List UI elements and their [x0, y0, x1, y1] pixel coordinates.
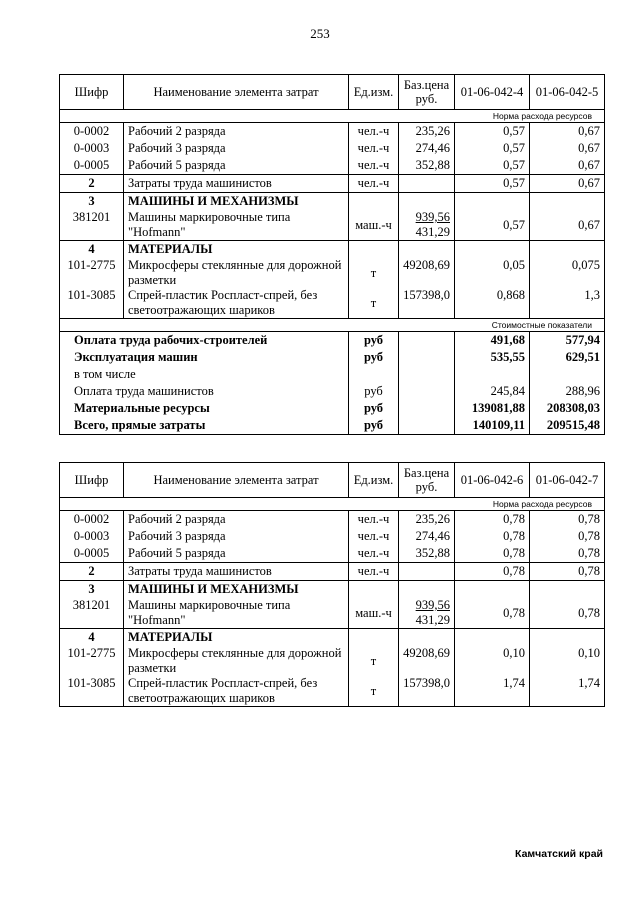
row-value-1: 0,78: [455, 528, 530, 545]
row-unit: маш.-ч: [349, 598, 399, 629]
row-name: Спрей-пластик Роспласт-спрей, без светоотражающих шариков: [124, 288, 349, 319]
header-col1: 01-06-042-4: [455, 75, 530, 110]
row-name: Машины маркировочные типа "Hofmann": [124, 598, 349, 629]
row-name: Микросферы стеклянные для дорожной разметки: [124, 646, 349, 676]
table-row: [60, 598, 605, 629]
header-col2: 01-06-042-5: [530, 75, 605, 110]
header-col1: 01-06-042-6: [455, 463, 530, 498]
summary-value-1: 535,55: [455, 349, 530, 366]
section-code: 3: [60, 581, 124, 599]
summary-name: в том числе: [60, 366, 349, 383]
row-unit: чел.-ч: [349, 157, 399, 175]
table-row: [60, 511, 605, 529]
row-name: Рабочий 2 разряда: [124, 123, 349, 141]
row-code: 381201: [60, 210, 124, 241]
row-code: 0-0003: [60, 528, 124, 545]
summary-unit: руб: [349, 349, 399, 366]
row-price-top: 939,56: [415, 598, 450, 612]
row-unit: чел.-ч: [349, 563, 399, 581]
header-unit: Ед.изм.: [349, 75, 399, 110]
row-value-1: 1,74: [455, 676, 530, 707]
row-value-2: 0,67: [530, 123, 605, 141]
row-value-1: 0,57: [455, 140, 530, 157]
row-unit: т: [349, 288, 399, 319]
row-value-2: 0,67: [530, 175, 605, 193]
summary-value-1: [455, 366, 530, 383]
row-value-2: 0,67: [530, 210, 605, 241]
summary-value-1: 245,84: [455, 383, 530, 400]
row-name: Рабочий 3 разряда: [124, 528, 349, 545]
summary-value-2: [530, 366, 605, 383]
table-header-row: [60, 75, 605, 110]
row-name: Затраты труда машинистов: [124, 563, 349, 581]
table-row: [60, 288, 605, 319]
row-unit: т: [349, 646, 399, 676]
section-title: МАШИНЫ И МЕХАНИЗМЫ: [124, 581, 349, 599]
header-name: Наименование элемента затрат: [124, 75, 349, 110]
summary-row: [60, 383, 605, 400]
header-unit: Ед.изм.: [349, 463, 399, 498]
table-row: [60, 258, 605, 288]
row-code: 101-2775: [60, 646, 124, 676]
row-value-1: 0,57: [455, 157, 530, 175]
row-value-1: 0,78: [455, 545, 530, 563]
summary-unit: [349, 366, 399, 383]
summary-value-1: 140109,11: [455, 417, 530, 435]
header-col2: 01-06-042-7: [530, 463, 605, 498]
summary-value-2: 288,96: [530, 383, 605, 400]
section-row: [60, 193, 605, 211]
row-code: 0-0003: [60, 140, 124, 157]
row-code: 0-0005: [60, 157, 124, 175]
row-code: 381201: [60, 598, 124, 629]
summary-row: [60, 417, 605, 435]
row-unit: чел.-ч: [349, 175, 399, 193]
row-price: [399, 175, 455, 193]
section-row: [60, 241, 605, 259]
row-value-2: 1,74: [530, 676, 605, 707]
row-price: 157398,0: [399, 288, 455, 319]
norm-subheader-row: [60, 498, 605, 511]
table-row: [60, 140, 605, 157]
row-price-bottom: 431,29: [415, 613, 450, 627]
row-value-2: 0,67: [530, 140, 605, 157]
row-value-2: 0,075: [530, 258, 605, 288]
row-price: 49208,69: [399, 258, 455, 288]
summary-row: [60, 332, 605, 350]
row-name: Спрей-пластик Роспласт-спрей, без светоотражающих шариков: [124, 676, 349, 707]
row-name: Рабочий 5 разряда: [124, 545, 349, 563]
row-code: 101-3085: [60, 676, 124, 707]
row-price-bottom: 431,29: [415, 225, 450, 239]
row-value-1: 0,78: [455, 511, 530, 529]
row-price: 274,46: [399, 140, 455, 157]
section-row: [60, 581, 605, 599]
row-unit: чел.-ч: [349, 511, 399, 529]
page-number: 253: [310, 26, 330, 41]
cost-subheader-row: [60, 319, 605, 332]
summary-name: Оплата труда рабочих-строителей: [60, 332, 349, 350]
row-code: 0-0005: [60, 545, 124, 563]
section-title: МАШИНЫ И МЕХАНИЗМЫ: [124, 193, 349, 211]
row-price: 157398,0: [399, 676, 455, 707]
section-title: МАТЕРИАЛЫ: [124, 629, 349, 647]
row-value-2: 0,78: [530, 598, 605, 629]
row-price-top: 939,56: [415, 210, 450, 224]
row-price-pair: [399, 210, 455, 241]
summary-value-2: 208308,03: [530, 400, 605, 417]
row-name: Рабочий 3 разряда: [124, 140, 349, 157]
summary-unit: руб: [349, 383, 399, 400]
row-unit: чел.-ч: [349, 140, 399, 157]
section-code: 4: [60, 629, 124, 647]
row-value-2: 0,78: [530, 511, 605, 529]
row-unit: чел.-ч: [349, 123, 399, 141]
header-code: Шифр: [60, 75, 124, 110]
summary-value-2: 577,94: [530, 332, 605, 350]
section-title: МАТЕРИАЛЫ: [124, 241, 349, 259]
row-value-2: 0,78: [530, 563, 605, 581]
table-row: [60, 676, 605, 707]
row-code: 0-0002: [60, 123, 124, 141]
row-value-1: 0,78: [455, 563, 530, 581]
table-row: [60, 528, 605, 545]
table-header-row: [60, 463, 605, 498]
row-value-1: 0,78: [455, 598, 530, 629]
summary-row: [60, 349, 605, 366]
row-value-1: 0,57: [455, 210, 530, 241]
norm-subheader-row: [60, 110, 605, 123]
row-price: [399, 563, 455, 581]
section-code: 3: [60, 193, 124, 211]
section-row: [60, 629, 605, 647]
row-value-2: 0,67: [530, 157, 605, 175]
row-code: 2: [60, 175, 124, 193]
row-value-2: 0,78: [530, 545, 605, 563]
row-value-2: 1,3: [530, 288, 605, 319]
summary-value-2: 209515,48: [530, 417, 605, 435]
row-unit: чел.-ч: [349, 528, 399, 545]
row-value-1: 0,57: [455, 175, 530, 193]
row-value-1: 0,05: [455, 258, 530, 288]
header-code: Шифр: [60, 463, 124, 498]
row-value-2: 0,10: [530, 646, 605, 676]
row-name: Рабочий 5 разряда: [124, 157, 349, 175]
cost-subheader: Стоимостные показатели: [60, 319, 605, 332]
table-row: [60, 123, 605, 141]
row-unit: т: [349, 676, 399, 707]
summary-value-2: 629,51: [530, 349, 605, 366]
header-name: Наименование элемента затрат: [124, 463, 349, 498]
summary-row: [60, 400, 605, 417]
summary-unit: руб: [349, 417, 399, 435]
table-row: [60, 210, 605, 241]
row-unit: маш.-ч: [349, 210, 399, 241]
summary-name: Оплата труда машинистов: [60, 383, 349, 400]
row-code: 101-2775: [60, 258, 124, 288]
summary-unit: руб: [349, 332, 399, 350]
table-row: [60, 175, 605, 193]
table-row: [60, 545, 605, 563]
table-row: [60, 157, 605, 175]
footer-region: Камчатский край: [515, 848, 603, 860]
resource-table-2: [59, 462, 605, 707]
row-name: Микросферы стеклянные для дорожной разметки: [124, 258, 349, 288]
row-price-pair: [399, 598, 455, 629]
summary-unit: руб: [349, 400, 399, 417]
row-name: Затраты труда машинистов: [124, 175, 349, 193]
row-unit: т: [349, 258, 399, 288]
table-row: [60, 646, 605, 676]
row-value-1: 0,57: [455, 123, 530, 141]
row-price: 235,26: [399, 123, 455, 141]
norm-subheader: Норма расхода ресурсов: [60, 498, 605, 511]
section-code: 4: [60, 241, 124, 259]
summary-value-1: 139081,88: [455, 400, 530, 417]
row-value-2: 0,78: [530, 528, 605, 545]
table-row: [60, 563, 605, 581]
row-price: 352,88: [399, 545, 455, 563]
header-base-price: Баз.цена руб.: [399, 75, 455, 110]
row-price: 352,88: [399, 157, 455, 175]
summary-name: Всего, прямые затраты: [60, 417, 349, 435]
header-base-price: Баз.цена руб.: [399, 463, 455, 498]
row-name: Машины маркировочные типа "Hofmann": [124, 210, 349, 241]
summary-name: Материальные ресурсы: [60, 400, 349, 417]
resource-table-1: [59, 74, 605, 435]
summary-value-1: 491,68: [455, 332, 530, 350]
row-code: 2: [60, 563, 124, 581]
row-price: 274,46: [399, 528, 455, 545]
row-code: 101-3085: [60, 288, 124, 319]
row-price: 235,26: [399, 511, 455, 529]
row-value-1: 0,10: [455, 646, 530, 676]
row-price: 49208,69: [399, 646, 455, 676]
row-value-1: 0,868: [455, 288, 530, 319]
row-code: 0-0002: [60, 511, 124, 529]
summary-name: Эксплуатация машин: [60, 349, 349, 366]
row-name: Рабочий 2 разряда: [124, 511, 349, 529]
norm-subheader: Норма расхода ресурсов: [60, 110, 605, 123]
row-unit: чел.-ч: [349, 545, 399, 563]
summary-row: [60, 366, 605, 383]
